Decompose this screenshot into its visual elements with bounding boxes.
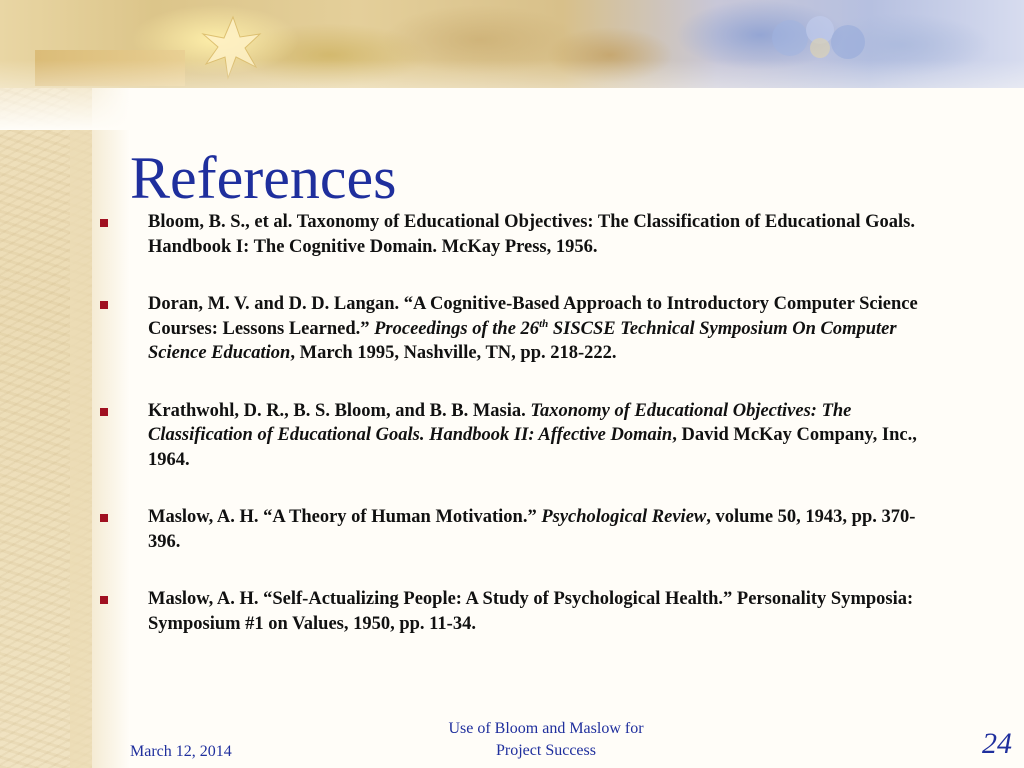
square-bullet-icon (100, 596, 108, 604)
reference-text: Proceedings of the 26 (374, 318, 540, 339)
footer-title (400, 718, 692, 762)
slide-title: References (130, 145, 397, 211)
footer-title-line2: Project Success (496, 742, 596, 759)
square-bullet-icon (100, 408, 108, 416)
reference-text: Doran, M. V. and D. D. Langan. “A Cognitive-Based Approach to Introductory Computer Science Courses: Lessons Learned.” (148, 294, 918, 339)
footer-title-line1: Use of Bloom and Maslow for (448, 720, 644, 737)
reference-text: , March 1995, Nashville, TN, pp. 218-222. (290, 343, 617, 363)
reference-text: , volume 50, 1943, pp. 370-396. (148, 507, 916, 552)
references-list (98, 210, 928, 669)
square-bullet-icon (100, 514, 108, 522)
reference-item (98, 210, 928, 259)
flower-icon (760, 8, 880, 68)
square-bullet-icon (100, 219, 108, 227)
reference-item (98, 587, 928, 636)
reference-text: Psychological Review (541, 507, 707, 527)
reference-text: Taxonomy of Educational Objectives: The Classification of Educational Goals. Handbook II: Affective Domain (148, 400, 852, 445)
reference-item (98, 505, 928, 554)
reference-text: Maslow, A. H. “A Theory of Human Motivation.” (148, 507, 542, 527)
reference-text: , David McKay Company, Inc., 1964. (148, 425, 917, 470)
reference-text: Krathwohl, D. R., B. S. Bloom, and B. B. Masia. (148, 400, 531, 421)
footer-date: March 12, 2014 (130, 743, 232, 760)
reference-text: Maslow, A. H. “Self-Actualizing People: A Study of Psychological Health.” Personality Symposia: Symposium #1 on Values, 1950, pp. 11-34. (148, 589, 914, 634)
banner-fade (0, 60, 1024, 130)
reference-text: SISCSE Technical Symposium On Computer Science Education (148, 318, 897, 363)
reference-text: th (539, 317, 549, 330)
reference-item (98, 292, 928, 366)
page-number: 24 (982, 727, 1012, 760)
square-bullet-icon (100, 301, 108, 309)
reference-item (98, 399, 928, 473)
reference-text: Bloom, B. S., et al. Taxonomy of Educational Objectives: The Classification of Educational Goals. Handbook I: The Cognitive Domain. McKay Press, 1956. (148, 212, 915, 257)
